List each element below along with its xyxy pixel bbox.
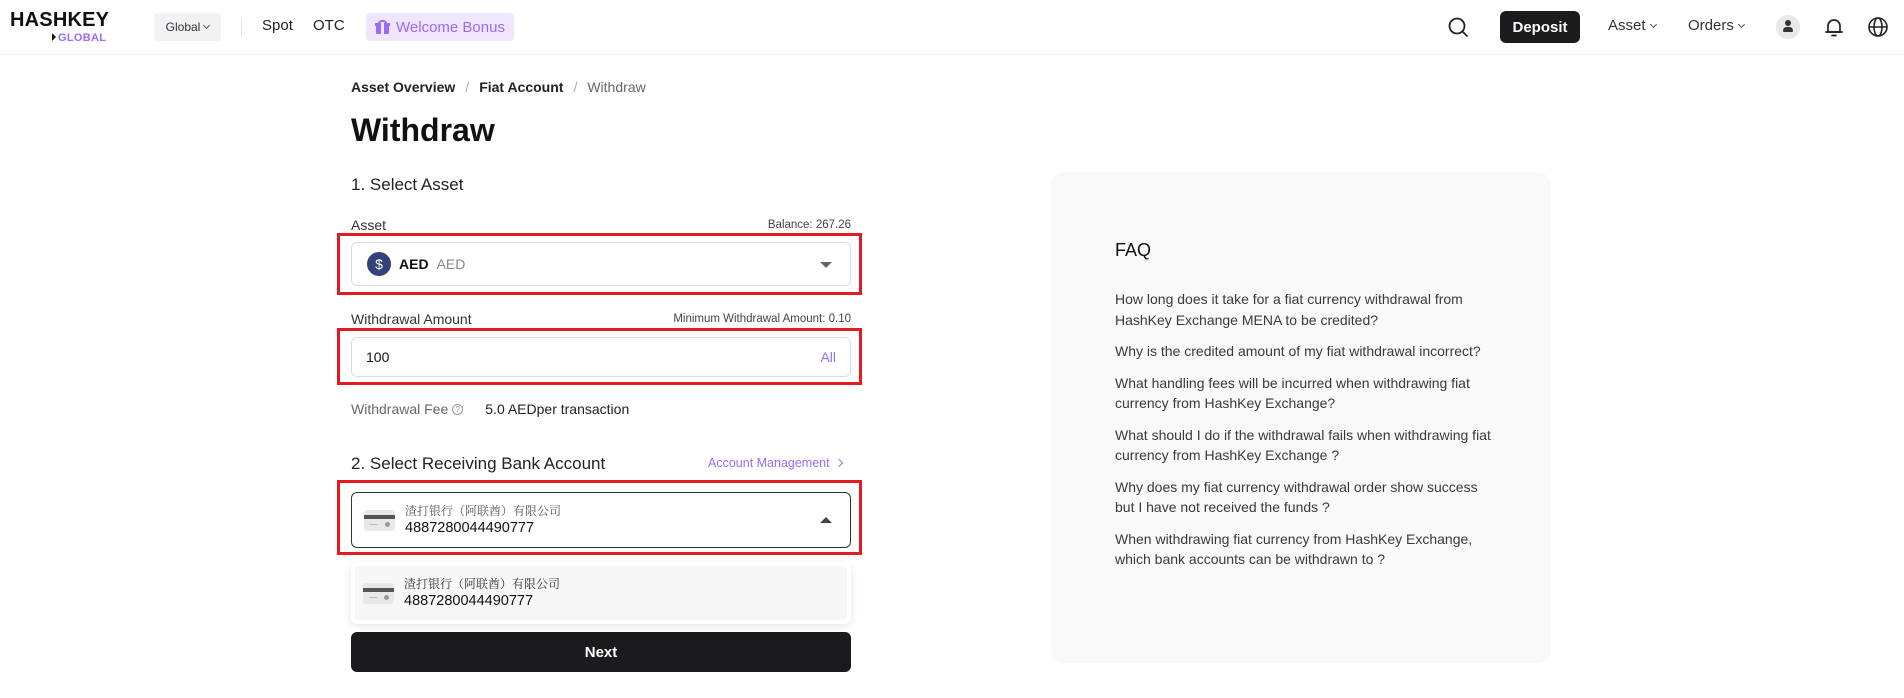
- dollar-coin-icon: $: [367, 252, 391, 276]
- hashkey-global-logo[interactable]: [10, 9, 114, 45]
- faq-panel: [1051, 172, 1551, 663]
- withdrawal-amount-input[interactable]: [366, 349, 820, 365]
- step2-title: 2. Select Receiving Bank Account: [351, 454, 606, 473]
- bank-card-icon: [364, 510, 395, 531]
- faq-title: FAQ: [1115, 240, 1152, 260]
- account-management-link[interactable]: [708, 456, 842, 470]
- fee-value: 5.0 AEDper transaction: [485, 401, 630, 417]
- orders-menu-label: Orders: [1688, 17, 1734, 34]
- orders-menu[interactable]: [1688, 17, 1744, 34]
- region-label: Global: [165, 20, 201, 34]
- faq-item[interactable]: What should I do if the withdrawal fails when withdrawing fiat currency from HashKey Exchange ?: [1115, 426, 1491, 463]
- user-avatar[interactable]: [1776, 15, 1800, 39]
- chevron-down-icon: [1738, 20, 1745, 27]
- asset-select[interactable]: [351, 242, 851, 286]
- selected-bank-name: 渣打银行（阿联酋）有限公司: [405, 503, 562, 518]
- welcome-bonus-label: Welcome Bonus: [396, 18, 505, 36]
- asset-menu[interactable]: [1608, 17, 1656, 34]
- withdrawal-amount-label: Withdrawal Amount: [351, 311, 472, 327]
- bank-account-dropdown: [351, 562, 851, 624]
- step1-title: 1. Select Asset: [351, 175, 464, 194]
- nav-divider: [241, 18, 242, 36]
- faq-item[interactable]: Why is the credited amount of my fiat withdrawal incorrect?: [1115, 343, 1481, 359]
- account-management-label: Account Management: [708, 456, 830, 470]
- breadcrumb: [351, 79, 646, 95]
- nav-spot[interactable]: Spot: [262, 17, 293, 34]
- option-account-number: 4887280044490777: [404, 592, 534, 609]
- bell-icon[interactable]: [1822, 15, 1846, 39]
- caret-down-icon: [820, 262, 832, 268]
- all-amount-button[interactable]: All: [820, 349, 836, 365]
- selected-account-number: 4887280044490777: [405, 519, 535, 536]
- chevron-down-icon: [1649, 20, 1656, 27]
- logo-subtitle: GLOBAL: [52, 32, 106, 44]
- region-selector[interactable]: [154, 13, 221, 41]
- minimum-amount-text: Minimum Withdrawal Amount: 0.10: [673, 313, 851, 325]
- breadcrumb-separator: /: [465, 79, 470, 95]
- caret-up-icon: [820, 517, 832, 523]
- deposit-button[interactable]: Deposit: [1500, 11, 1580, 43]
- welcome-bonus-button[interactable]: [366, 13, 514, 41]
- faq-item[interactable]: When withdrawing fiat currency from HashKey Exchange, which bank accounts can be withdrawn to ?: [1115, 530, 1473, 567]
- chevron-right-icon: [834, 459, 842, 467]
- fee-label: Withdrawal Fee: [351, 401, 449, 417]
- asset-name: AED: [436, 256, 466, 272]
- faq-item[interactable]: Why does my fiat currency withdrawal order show success but I have not received the funds ?: [1115, 478, 1478, 515]
- search-icon[interactable]: [1447, 16, 1469, 38]
- faq-item[interactable]: What handling fees will be incurred when withdrawing fiat currency from HashKey Exchange?: [1115, 374, 1470, 411]
- logo-wordmark: HASHKEY: [10, 9, 110, 31]
- withdrawal-fee-row: [351, 401, 629, 417]
- page-title: Withdraw: [351, 112, 495, 148]
- bank-account-option[interactable]: [355, 566, 847, 620]
- globe-icon[interactable]: [1866, 15, 1890, 39]
- breadcrumb-fiat-account[interactable]: Fiat Account: [479, 79, 564, 95]
- asset-label: Asset: [351, 217, 387, 233]
- option-bank-name: 渣打银行（阿联酋）有限公司: [404, 576, 561, 591]
- breadcrumb-current: Withdraw: [587, 79, 646, 95]
- gift-icon: [375, 20, 390, 34]
- balance-text: Balance: 267.26: [767, 219, 851, 231]
- chevron-down-icon: [203, 22, 210, 29]
- top-nav-bar: [0, 0, 1904, 55]
- bank-card-icon: [363, 583, 394, 604]
- next-button[interactable]: Next: [351, 632, 851, 672]
- bank-account-select[interactable]: [351, 492, 851, 548]
- faq-list: [1115, 289, 1495, 581]
- amount-field: [351, 337, 851, 377]
- asset-menu-label: Asset: [1608, 17, 1646, 34]
- nav-otc[interactable]: OTC: [313, 17, 345, 34]
- breadcrumb-separator: /: [573, 79, 578, 95]
- faq-item[interactable]: How long does it take for a fiat currency withdrawal from HashKey Exchange MENA to be credited?: [1115, 291, 1463, 328]
- help-circle-icon[interactable]: ?: [452, 404, 463, 415]
- asset-symbol: AED: [399, 256, 429, 272]
- breadcrumb-asset-overview[interactable]: Asset Overview: [351, 79, 456, 95]
